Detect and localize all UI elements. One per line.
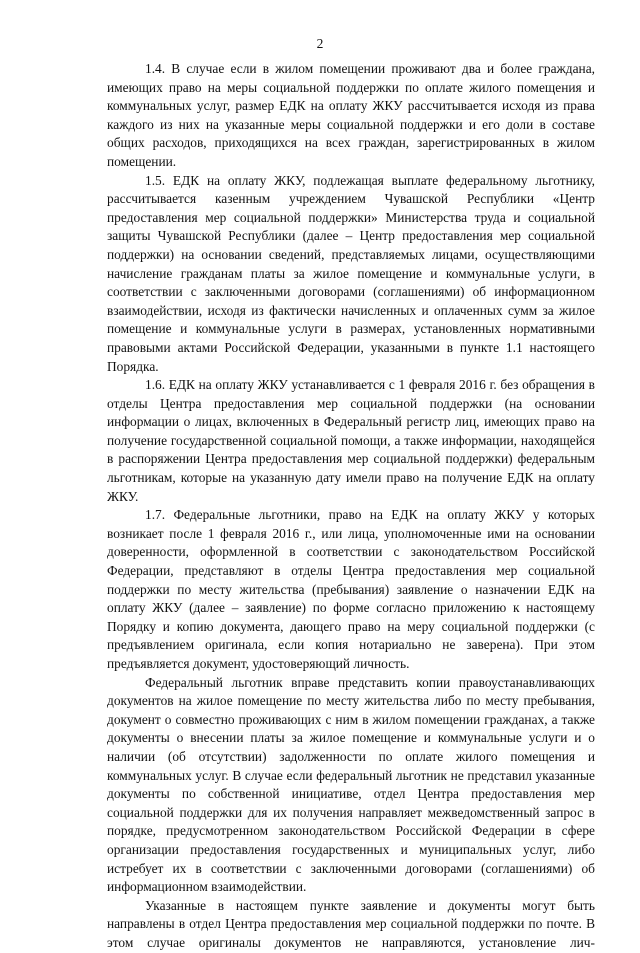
paragraph-federal-beneficiary: Федеральный льготник вправе представить копии правоустанавливающих документов на жилое помещение по месту жительства либо по месту пребывания, документ о совместно проживающих с ним в жилом помещении гражданах, а также документы о внесении платы за жилое помещение и коммунальные услуги и о наличии (об отсутствии) задолженности по оплате жилого помещения и коммунальных услуг. В случае если федеральный льготник не представил указанные документы по собственной инициативе, отдел Центра предоставления мер социальной поддержки для их получения направляет межведомственный запрос в порядке, предусмотренном законодательством Российской Федерации в сфере организации предоставления государственных и муниципальных услуг, либо истребует их в соответствии с заключенными договорами (соглашениями) об информационном взаимодействии. [107,674,595,895]
paragraph-postal-submission: Указанные в настоящем пункте заявление и документы могут быть направлены в отдел Центра предоставления мер социальной поддержки по почте. В этом случае оригиналы документов не направляются, установление лич- [107,897,595,950]
paragraph-1-5: 1.5. ЕДК на оплату ЖКУ, подлежащая выплате федеральному льготнику, рассчитывается казенным учреждением Чувашской Республики «Центр предоставления мер социальной поддержки» Министерства труда и социальной защиты Чувашской Республики (далее – Центр предоставления мер социальной поддержки) на основании сведений, представляемых лицами, осуществляющими начисление гражданам платы за жилое помещение и коммунальные услуги, в соответствии с заключенными договорами (соглашениями) об информационном взаимодействии, исходя из фактически начисленных и оплаченных сумм за жилое помещение и коммунальные услуги в размерах, установленных нормативными правовыми актами Российской Федерации, указанными в пункте 1.1 настоящего Порядка. [107,172,595,374]
document-body [107,60,595,953]
paragraph-1-6: 1.6. ЕДК на оплату ЖКУ устанавливается с 1 февраля 2016 г. без обращения в отделы Центра предоставления мер социальной поддержки (на основании информации о лицах, включенных в Федеральный регистр лиц, имеющих право на получение государственной социальной помощи, а также информации, находящейся в распоряжении Центра предоставления мер социальной поддержки) федеральным льготникам, которые на указанную дату имели право на получение ЕДК на оплату ЖКУ. [107,377,595,504]
page-number: 2 [316,36,324,51]
paragraph-1-7: 1.7. Федеральные льготники, право на ЕДК на оплату ЖКУ у которых возникает после 1 февраля 2016 г., или лица, уполномоченные ими на основании доверенности, оформленной в соответствии с законодательством Российской Федерации, представляют в отделы Центра предоставления мер социальной поддержки по месту жительства (пребывания) заявление о назначении ЕДК на оплату ЖКУ (далее – заявление) по форме согласно приложению к настоящему Порядку и копию документа, дающего право на меру социальной поддержки (с предъявлением оригинала, если копия нотариально не заверена). При этом предъявляется документ, удостоверяющий личность. [107,507,595,671]
paragraph-1-4: 1.4. В случае если в жилом помещении проживают два и более граждана, имеющих право на меры социальной поддержки по оплате жилого помещения и коммунальных услуг, размер ЕДК на оплату ЖКУ рассчитывается исходя из права каждого из них на указанные меры социальной поддержки и его доли в составе общих расходов, приходящихся на всех граждан, зарегистрированных в жилом помещении. [107,61,595,169]
